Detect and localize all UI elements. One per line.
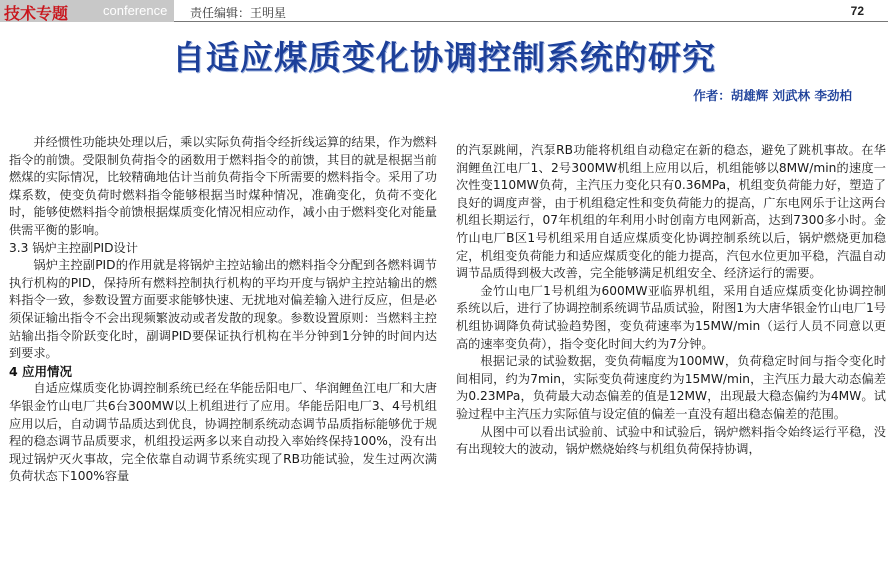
page-number: 72: [850, 4, 864, 18]
page-header: [0, 0, 888, 22]
left-column: [9, 134, 437, 486]
paragraph: 根据记录的试验数据，变负荷幅度为100MW，负荷稳定时间与指令变化时间相同，约为7min，实际变负荷速度约为15MW/min，主汽压力最大动态偏差为0.23MPa，负荷最大动态偏差的值是12MW，出现最大稳态偏约为4MW。试验过程中主汽压力实际值与设定值的偏差一直没有超出稳态偏差的范围。: [456, 354, 886, 421]
editor-credit: 责任编辑：王明星: [190, 6, 287, 20]
section-heading-3-3: 3.3 锅炉主控副PID设计: [9, 240, 138, 255]
section-banner: [0, 0, 174, 22]
section-tag: 技术专题: [4, 4, 69, 23]
article-title: 自适应煤质变化协调控制系统的研究: [172, 38, 716, 77]
conference-label: conference: [103, 3, 168, 18]
article-authors: 作者：胡雄辉 刘武林 李劲柏: [693, 88, 852, 103]
paragraph: 锅炉主控副PID的作用就是将锅炉主控站输出的燃料指令分配到各燃料调节执行机构的PID，保持所有燃料控制执行机构的平均开度与锅炉主控站输出的燃料指令一致，参数设置方面要求能够快速、无扰地对偏差输入进行反应，但是必须保证输出指令不会出现频繁波动或者发散的现象。参数设置原则：当燃料主控站输出指令阶跃变化时，副调PID要保证执行机构在半分钟到1分钟的时间内达到要求。: [9, 258, 437, 361]
paragraph: 的汽泵跳闸，汽泵RB功能将机组自动稳定在新的稳态，避免了跳机事故。在华润鲤鱼江电厂1、2号300MW机组上应用以后，机组能够以8MW/min的速度一次性变110MW负荷，主汽压力变化只有0.36MPa，机组变负荷能力好，塑造了良好的调度声誉，由于机组稳定性和变负荷能力的提高，广东电网乐于让这两台机组长期运行，07年机组的年利用小时创南方电网新高，达到7300多小时。金竹山电厂B区1号机组采用自适应煤质变化协调控制系统以后，锅炉燃烧更加稳定，机组变负荷能力和适应煤质变化的能力提高，汽包水位更加平稳，汽温自动调节品质得到极大改善，完全能够满足机组安全、经济运行的需要。: [456, 143, 886, 281]
paragraph: 并经惯性功能块处理以后，乘以实际负荷指令经折线运算的结果，作为燃料指令的前馈。受限制负荷指令的函数用于燃料指令的前馈，其目的就是根据当前燃煤的实际情况，比较精确地估计当前负荷指令下所需要的燃料指令。采用了功煤系数，使变负荷时燃料指令能够根据当时煤种情况，准确变化，负荷不变化时，能够使燃料指令前馈根据煤质变化情况相应动作，减小由于燃料变化对能量供需平衡的影响。: [9, 135, 437, 237]
paragraph: 金竹山电厂1号机组为600MW亚临界机组，采用自适应煤质变化协调控制系统以后，进行了协调控制系统调节品质试验，附图1为大唐华银金竹山电厂1号机组协调降负荷试验趋势图，变负荷速率为15MW/min（运行人员不同意以更高的速率变负荷），指令变化时间大约为7分钟。: [456, 283, 886, 351]
header-divider: [174, 21, 888, 22]
paragraph: 从图中可以看出试验前、试验中和试验后，锅炉燃料指令始终运行平稳，没有出现较大的波动，锅炉燃烧始终与机组负荷保持协调，: [456, 424, 886, 457]
section-heading-4: 4 应用情况: [9, 363, 73, 379]
right-column: [456, 142, 886, 459]
paragraph: 自适应煤质变化协调控制系统已经在华能岳阳电厂、华润鲤鱼江电厂和大唐华银金竹山电厂共6台300MW以上机组进行了应用。华能岳阳电厂3、4号机组应用以后，自动调节品质达到优良，协调控制系统动态调节品质指标能够优于规程的稳态调节品质要求，机组投运两多以来自动投入率始终保持100%，没有出现过锅炉灭火事故，完全依靠自动调节系统实现了RB功能试验，发生过两次满负荷状态下100%容量: [9, 381, 437, 484]
